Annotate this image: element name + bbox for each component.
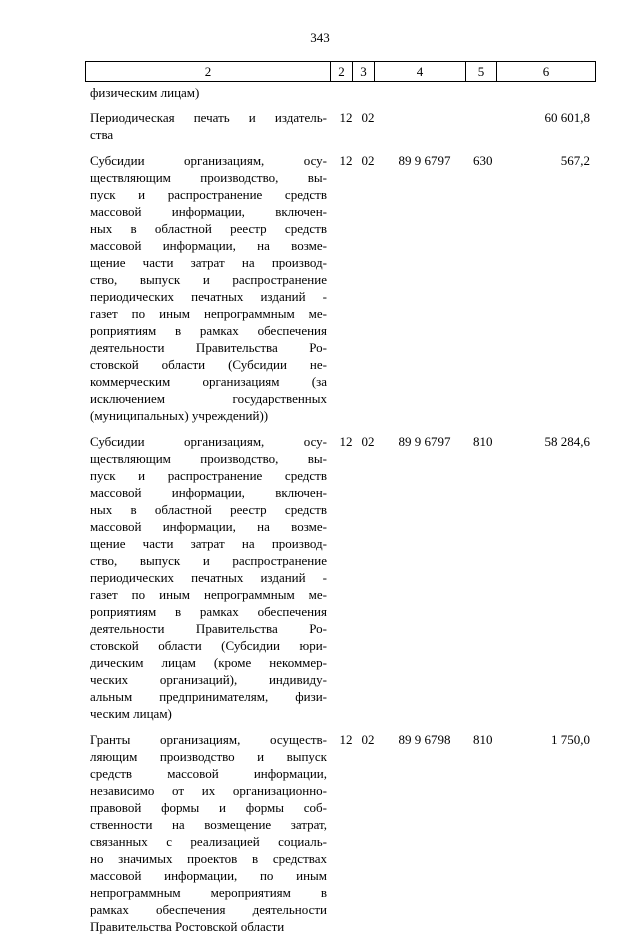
description-line: дическим лицам (кроме некоммер- bbox=[90, 655, 327, 670]
table-body bbox=[85, 84, 596, 944]
description-line: деятельности Правительства Ро- bbox=[90, 340, 327, 355]
row-section-code: 12 bbox=[339, 732, 353, 747]
header-col-amount: 6 bbox=[542, 63, 550, 79]
description-line: ство, выпуск и распространение bbox=[90, 272, 327, 287]
description-line: Периодическая печать и издатель- bbox=[90, 110, 327, 125]
table-row bbox=[85, 84, 596, 101]
description-line: правовой формы и формы соб- bbox=[90, 800, 327, 815]
header-col-name: 2 bbox=[86, 62, 331, 81]
row-target-article bbox=[379, 109, 470, 143]
description-line: щение части затрат на производ- bbox=[90, 536, 327, 551]
row-target-article: 89 9 6797 bbox=[398, 434, 451, 449]
description-line: газет по иным непрограммным ме- bbox=[90, 587, 327, 602]
description-line: стовской области (Субсидии не- bbox=[90, 357, 327, 372]
description-line: Правительства Ростовской области bbox=[90, 919, 285, 934]
row-amount: 60 601,8 bbox=[544, 110, 590, 125]
description-line: связанных с реализацией социаль- bbox=[90, 834, 327, 849]
row-target-article: 89 9 6797 bbox=[398, 153, 451, 168]
header-col-section: 2 bbox=[331, 62, 353, 81]
row-amount: 567,2 bbox=[560, 153, 590, 168]
row-section-code: 12 bbox=[339, 110, 353, 125]
row-target-article: 89 9 6798 bbox=[398, 732, 451, 747]
description-line: коммерческим организациям (за bbox=[90, 374, 327, 389]
description-line: газет по иным непрограммным ме- bbox=[90, 306, 327, 321]
row-description bbox=[85, 109, 327, 143]
description-line: средств массовой информации, bbox=[90, 766, 327, 781]
description-line: непрограммным мероприятиям в bbox=[90, 885, 327, 900]
table-header bbox=[85, 61, 596, 82]
description-line: ляющим производство и выпуск bbox=[90, 749, 327, 764]
table-row bbox=[85, 109, 596, 143]
row-description bbox=[85, 433, 327, 722]
description-line: ществляющим производство, вы- bbox=[90, 451, 327, 466]
row-subsection-code: 02 bbox=[361, 110, 375, 125]
description-line: ства bbox=[90, 127, 114, 142]
row-expense-type: 810 bbox=[473, 434, 493, 449]
description-line: ство, выпуск и распространение bbox=[90, 553, 327, 568]
description-line: рамках обеспечения деятельности bbox=[90, 902, 327, 917]
header-col-expense-type: 5 bbox=[466, 62, 497, 81]
row-expense-type bbox=[470, 109, 501, 143]
row-section-code: 12 bbox=[339, 153, 353, 168]
table-row bbox=[85, 152, 596, 424]
row-subsection-code: 02 bbox=[361, 434, 375, 449]
row-amount: 58 284,6 bbox=[544, 434, 590, 449]
description-line: массовой информации, на возме- bbox=[90, 519, 327, 534]
row-expense-type: 810 bbox=[473, 732, 493, 747]
row-section-code: 12 bbox=[339, 434, 353, 449]
description-line: Субсидии организациям, осу- bbox=[90, 434, 327, 449]
table-row bbox=[85, 731, 596, 935]
description-line: ческих организаций), индивиду- bbox=[90, 672, 327, 687]
header-col-target-article: 4 bbox=[375, 62, 466, 81]
description-line: независимо от их организационно- bbox=[90, 783, 327, 798]
description-line: ных в областной реестр средств bbox=[90, 502, 327, 517]
row-description bbox=[85, 731, 327, 935]
description-line: пуск и распространение средств bbox=[90, 468, 327, 483]
description-line: ществляющим производство, вы- bbox=[90, 170, 327, 185]
description-line: пуск и распространение средств bbox=[90, 187, 327, 202]
row-subsection-code: 02 bbox=[361, 153, 375, 168]
description-line: периодических печатных изданий - bbox=[90, 289, 327, 304]
row-amount: 1 750,0 bbox=[551, 732, 590, 747]
description-line: деятельности Правительства Ро- bbox=[90, 621, 327, 636]
description-line: но значимых проектов в средствах bbox=[90, 851, 327, 866]
description-line: массовой информации, на возме- bbox=[90, 238, 327, 253]
row-section-code bbox=[335, 84, 357, 101]
description-line: ственности на возмещение затрат, bbox=[90, 817, 327, 832]
description-line: стовской области (Субсидии юри- bbox=[90, 638, 327, 653]
description-line: роприятиям в рамках обеспечения bbox=[90, 604, 327, 619]
description-line: массовой информации, включен- bbox=[90, 204, 327, 219]
description-line: Субсидии организациям, осу- bbox=[90, 153, 327, 168]
description-line: роприятиям в рамках обеспечения bbox=[90, 323, 327, 338]
description-line: щение части затрат на производ- bbox=[90, 255, 327, 270]
page-number: 343 bbox=[310, 30, 330, 45]
row-expense-type bbox=[470, 84, 501, 101]
description-line: исключением государственных bbox=[90, 391, 327, 406]
row-target-article bbox=[379, 84, 470, 101]
description-line: ных в областной реестр средств bbox=[90, 221, 327, 236]
description-line: ческим лицам) bbox=[90, 706, 172, 721]
description-line: Гранты организациям, осуществ- bbox=[90, 732, 327, 747]
description-line: физическим лицам) bbox=[90, 85, 200, 100]
row-description bbox=[85, 84, 327, 101]
row-amount bbox=[501, 84, 596, 101]
description-line: альным предпринимателям, физи- bbox=[90, 689, 327, 704]
description-line: периодических печатных изданий - bbox=[90, 570, 327, 585]
row-expense-type: 630 bbox=[473, 153, 493, 168]
table-row bbox=[85, 433, 596, 722]
row-description bbox=[85, 152, 327, 424]
row-subsection-code: 02 bbox=[361, 732, 375, 747]
description-line: массовой информации, по иным bbox=[90, 868, 327, 883]
header-col-subsection: 3 bbox=[353, 62, 375, 81]
row-subsection-code bbox=[357, 84, 379, 101]
description-line: массовой информации, включен- bbox=[90, 485, 327, 500]
description-line: (муниципальных) учреждений)) bbox=[90, 408, 269, 423]
